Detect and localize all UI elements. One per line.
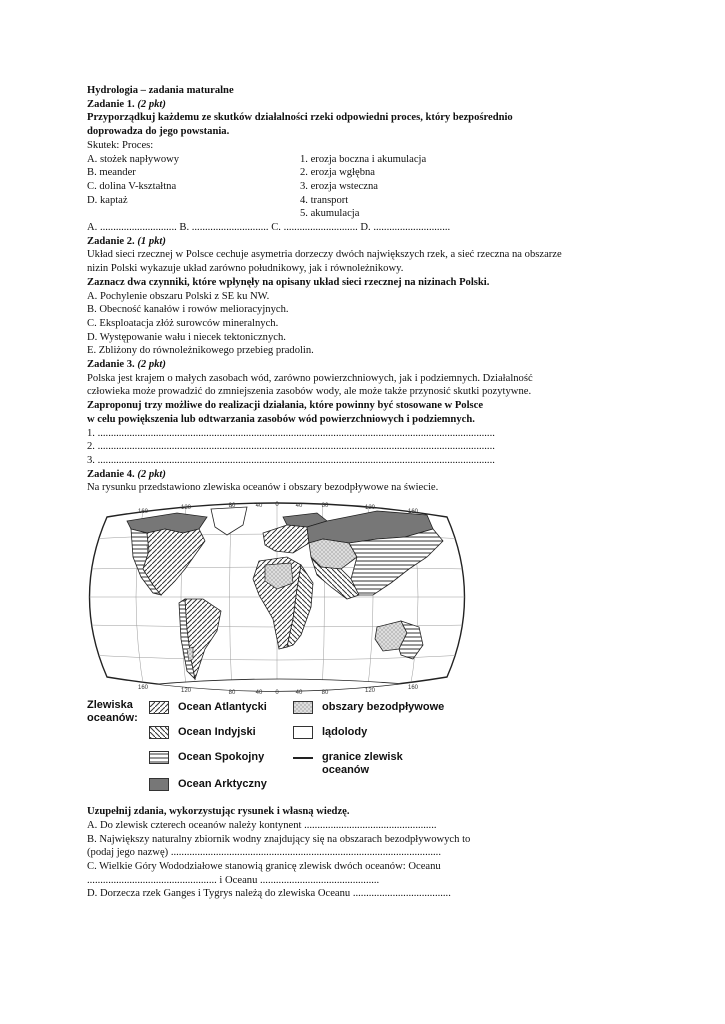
legend-ice: lądolody <box>293 726 367 739</box>
page-title: Hydrologia – zadania maturalne <box>87 85 234 96</box>
task-2-text-line-1: Układ sieci rzecznej w Polsce cechuje asymetria dorzeczy dwóch największych rzek, a sieć rzeczna na obszarze <box>87 249 562 261</box>
legend-endorheic: obszary bezodpływowe <box>293 701 444 714</box>
task-1-answer-line[interactable]: A. ............................. B. ............................. C. ............................ D. ............................. <box>87 222 451 234</box>
task-2-option[interactable]: B. Obecność kanałów i rowów melioracyjnych. <box>87 304 289 316</box>
boundary-line-symbol <box>293 757 313 759</box>
task-2-title: Zadanie 2. <box>87 235 135 247</box>
task-4-points: (2 pkt) <box>137 468 166 480</box>
task-3-title: Zadanie 3. <box>87 359 135 371</box>
lon-label-top: 0 <box>275 502 279 509</box>
ice-swatch <box>293 726 313 739</box>
task-4-sentence: C. Wielkie Góry Wododziałowe stanowią granicę zlewisk dwóch oceanów: Oceanu <box>87 860 441 872</box>
process-item: 1. erozja boczna i akumulacja <box>300 153 427 165</box>
task-2-option[interactable]: D. Występowanie wału i niecek tektonicznych. <box>87 331 286 343</box>
task-1-title: Zadanie 1. <box>87 98 135 110</box>
process-item: 5. akumulacja <box>300 208 360 220</box>
task-1-instruction-line-1: Przyporządkuj każdemu ze skutków działalności rzeki odpowiedni proces, który bezpośrednio <box>87 112 513 124</box>
task-2-option[interactable]: C. Eksploatacja złóż surowców mineralnych. <box>87 317 279 329</box>
task-4-title: Zadanie 4. <box>87 468 135 480</box>
task-1-legend: Skutek: Proces: <box>87 139 154 151</box>
process-item: 2. erozja wgłębna <box>300 167 376 179</box>
lon-label-bottom: 120 <box>180 688 192 695</box>
task-3-answer-line[interactable]: 3. ...................................................................................................................................................... <box>87 454 495 466</box>
process-item: 4. transport <box>300 194 349 206</box>
lon-label-bottom: 40 <box>255 690 263 696</box>
lon-label-top: 40 <box>295 503 303 510</box>
legend-title: Zlewiska oceanów: <box>87 699 138 725</box>
lon-label-top: 80 <box>228 503 236 510</box>
task-2-heading <box>87 235 557 249</box>
lon-label-top: 120 <box>364 505 376 512</box>
task-4-sentence[interactable]: ................................................. i Oceanu ............................................. <box>87 874 380 886</box>
endorheic-swatch <box>293 701 313 714</box>
arctic-swatch <box>149 778 169 791</box>
effect-item: B. meander <box>87 167 136 179</box>
lon-label-bottom: 120 <box>364 688 376 695</box>
lon-label-top: 120 <box>180 505 192 512</box>
task-1-points: (2 pkt) <box>137 98 166 110</box>
task-3-heading <box>87 358 557 372</box>
task-3-instruction-line-1: Zaproponuj trzy możliwe do realizacji działania, które powinny być stosowane w Polsce <box>87 400 484 412</box>
task-1-row <box>87 207 557 221</box>
indian-swatch <box>149 726 169 739</box>
task-2-instruction: Zaznacz dwa czynniki, które wpłynęły na opisany układ sieci rzecznej na nizinach Polski. <box>87 276 490 288</box>
task-4-heading <box>87 468 557 482</box>
task-1-heading <box>87 98 557 112</box>
lon-label-top: 40 <box>255 503 263 510</box>
task-1-instruction-line-2: doprowadza do jego powstania. <box>87 126 230 138</box>
task-4-intro: Na rysunku przedstawiono zlewiska oceanów i obszary bezodpływowe na świecie. <box>87 482 439 494</box>
lon-label-bottom: 80 <box>228 690 236 696</box>
task-2-option[interactable]: E. Zbliżony do równoleżnikowego przebieg pradolin. <box>87 345 314 357</box>
legend-pacific: Ocean Spokojny <box>149 751 264 764</box>
task-2-option[interactable]: A. Pochylenie obszaru Polski z SE ku NW. <box>87 290 270 302</box>
map-legend <box>87 695 467 799</box>
lon-label-bottom: 0 <box>275 690 279 696</box>
drainage-map-figure <box>87 499 467 799</box>
task-2-points: (1 pkt) <box>137 235 166 247</box>
legend-indian: Ocean Indyjski <box>149 726 256 739</box>
lon-label-top: 80 <box>321 503 329 510</box>
legend-boundary: granice zlewisk oceanów <box>293 751 403 777</box>
process-item: 3. erozja wsteczna <box>300 180 378 192</box>
effect-item: A. stożek napływowy <box>87 153 180 165</box>
task-4-instruction: Uzupełnij zdania, wykorzystując rysunek i własną wiedzę. <box>87 806 350 818</box>
task-4-sentence[interactable]: A. Do zlewisk czterech oceanów należy kontynent .................................................. <box>87 819 437 831</box>
lon-label-bottom: 160 <box>137 685 149 692</box>
task-3-text-line-1: Polska jest krajem o małych zasobach wód, zarówno powierzchniowych, jak i podziemnych. Działalność <box>87 372 533 384</box>
atlantic-swatch <box>149 701 169 714</box>
task-1-row <box>87 194 557 208</box>
task-4-sentence: B. Największy naturalny zbiornik wodny znajdujący się na obszarach bezodpływowych to <box>87 833 471 845</box>
task-4-sentence[interactable]: (podaj jego nazwę) ...................................................................................................... <box>87 847 441 859</box>
lon-label-top: 160 <box>137 509 149 516</box>
pacific-swatch <box>149 751 169 764</box>
task-2-text-line-2: nizin Polski wykazuje układ zarówno południkowy, jak i równoleżnikowy. <box>87 263 404 275</box>
effect-item: C. dolina V-kształtna <box>87 180 177 192</box>
worksheet <box>87 84 562 901</box>
task-3-answer-line[interactable]: 1. ...................................................................................................................................................... <box>87 427 495 439</box>
task-3-answer-line[interactable]: 2. ...................................................................................................................................................... <box>87 441 495 453</box>
task-3-instruction-line-2: w celu powiększenia lub odtwarzania zasobów wód powierzchniowych i podziemnych. <box>87 413 475 425</box>
legend-arctic: Ocean Arktyczny <box>149 778 267 791</box>
legend-atlantic: Ocean Atlantycki <box>149 701 267 714</box>
task-3-points: (2 pkt) <box>137 359 166 371</box>
task-1-row <box>87 153 557 167</box>
lon-label-top: 160 <box>407 509 419 516</box>
lon-label-bottom: 80 <box>321 690 329 696</box>
lon-label-bottom: 160 <box>407 685 419 692</box>
world-drainage-map <box>87 499 467 695</box>
task-4-sentence[interactable]: D. Dorzecza rzek Ganges i Tygrys należą do zlewiska Oceanu ..................................... <box>87 888 451 900</box>
lon-label-bottom: 40 <box>295 690 303 696</box>
effect-item: D. kaptaż <box>87 194 128 206</box>
task-3-text-line-2: człowieka może prowadzić do zmniejszenia zasobów wody, ale może także przynosić skutki pozytywne. <box>87 386 532 398</box>
task-1-row <box>87 180 557 194</box>
task-1-row <box>87 166 557 180</box>
